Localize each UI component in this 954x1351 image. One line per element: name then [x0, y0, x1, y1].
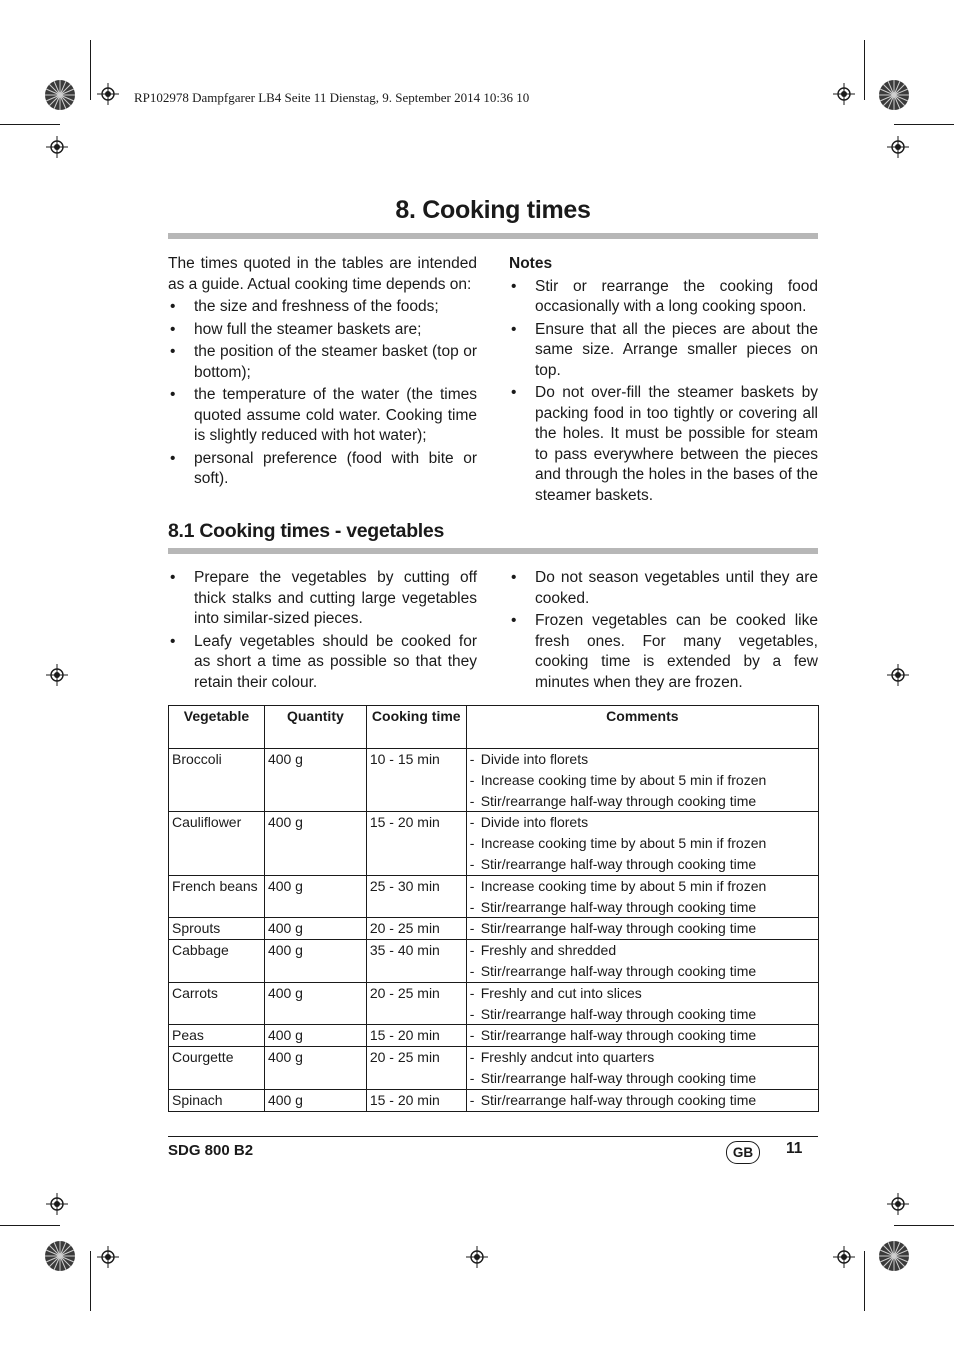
cell-vegetable: Carrots — [169, 982, 265, 1025]
comment-item: - Stir/rearrange half-way through cooking time — [469, 962, 757, 979]
cell-vegetable: French beans — [169, 875, 265, 918]
section-left-column — [168, 566, 477, 693]
intro-text: The times quoted in the tables are intended as a guide. Actual cooking time depends on: — [168, 255, 477, 293]
register-mark-icon — [833, 1246, 855, 1268]
cell-cooking-time: 10 - 15 min — [366, 749, 466, 812]
table-row — [169, 875, 819, 918]
cell-comments — [466, 940, 818, 983]
table-row — [169, 1089, 819, 1111]
cell-quantity: 400 g — [264, 749, 366, 812]
rosette-mark-icon — [878, 1240, 910, 1272]
cell-vegetable: Broccoli — [169, 749, 265, 812]
cell-vegetable: Cauliflower — [169, 812, 265, 875]
cell-vegetable: Courgette — [169, 1047, 265, 1090]
register-mark-icon — [46, 664, 68, 686]
table-row — [169, 1025, 819, 1047]
cell-comments — [466, 1089, 818, 1111]
table-body — [169, 749, 819, 1112]
list-item: • Ensure that all the pieces are about the same size. Arrange smaller pieces on top. — [511, 320, 818, 379]
comment-item: - Stir/rearrange half-way through cooking time — [469, 898, 757, 915]
list-item: • Do not season vegetables until they are cooked. — [511, 569, 818, 607]
intro-column — [168, 254, 477, 490]
list-item: • Leafy vegetables should be cooked for as short a time as possible so that they retain their colour. — [170, 632, 477, 691]
cell-quantity: 400 g — [264, 812, 366, 875]
register-mark-icon — [887, 1193, 909, 1215]
header-cooking-time: Cooking time — [366, 706, 466, 749]
page-title: 8. Cooking times — [395, 196, 591, 224]
cell-vegetable: Sprouts — [169, 918, 265, 940]
cell-vegetable: Spinach — [169, 1089, 265, 1111]
table-row — [169, 749, 819, 812]
comment-item: - Increase cooking time by about 5 min if frozen — [469, 835, 767, 852]
cell-quantity: 400 g — [264, 1025, 366, 1047]
cell-quantity: 400 g — [264, 918, 366, 940]
page-number: 11 — [786, 1140, 803, 1157]
register-mark-icon — [466, 1246, 488, 1268]
cell-cooking-time: 20 - 25 min — [366, 918, 466, 940]
comment-item: - Stir/rearrange half-way through cooking time — [469, 1069, 757, 1086]
table-row — [169, 918, 819, 940]
comment-item: - Stir/rearrange half-way through cooking time — [469, 1005, 757, 1022]
cell-comments — [466, 918, 818, 940]
print-info: RP102978 Dampfgarer LB4 Seite 11 Dienstag, 9. September 2014 10:36 10 — [134, 90, 530, 105]
comment-item: - Increase cooking time by about 5 min if frozen — [469, 771, 767, 788]
notes-list — [509, 277, 818, 507]
section-left-list — [168, 568, 477, 693]
register-mark-icon — [46, 1193, 68, 1215]
section-rule — [168, 548, 818, 554]
list-item: • Do not over-fill the steamer baskets by packing food in too tightly or covering all the holes. It must be possible for steam to pass everywhere between the pieces and through the holes in the bases of the steamer baskets. — [511, 384, 818, 504]
rosette-mark-icon — [878, 79, 910, 111]
cell-comments — [466, 982, 818, 1025]
section-heading: 8.1 Cooking times - vegetables — [168, 520, 445, 542]
comment-item: - Stir/rearrange half-way through cooking time — [469, 855, 757, 872]
rosette-mark-icon — [44, 1240, 76, 1272]
cell-cooking-time: 15 - 20 min — [366, 1025, 466, 1047]
register-mark-icon — [97, 1246, 119, 1268]
cell-cooking-time: 25 - 30 min — [366, 875, 466, 918]
cell-comments — [466, 749, 818, 812]
table-row — [169, 940, 819, 983]
cell-cooking-time: 20 - 25 min — [366, 982, 466, 1025]
cell-quantity: 400 g — [264, 1089, 366, 1111]
cell-comments — [466, 812, 818, 875]
section-right-list — [509, 568, 818, 693]
table-row — [169, 812, 819, 875]
cell-vegetable: Peas — [169, 1025, 265, 1047]
header-comments: Comments — [466, 706, 818, 749]
comment-item: - Divide into florets — [469, 751, 589, 767]
cell-quantity: 400 g — [264, 875, 366, 918]
cell-quantity: 400 g — [264, 982, 366, 1025]
cell-cooking-time: 15 - 20 min — [366, 1089, 466, 1111]
comment-item: - Increase cooking time by about 5 min if frozen — [469, 877, 767, 894]
list-item: • Prepare the vegetables by cutting off thick stalks and cutting large vegetables into similar-sized pieces. — [170, 569, 477, 627]
list-item: • Frozen vegetables can be cooked like fresh ones. For many vegetables, cooking time is extended by a few minutes when they are frozen. — [511, 612, 818, 691]
comment-item: - Freshly and shredded — [469, 942, 617, 959]
footer-rule — [168, 1136, 818, 1137]
list-item: • Stir or rearrange the cooking food occasionally with a long cooking spoon. — [511, 277, 818, 315]
header-quantity: Quantity — [264, 706, 366, 749]
list-item: • the size and freshness of the foods; — [170, 298, 439, 315]
cell-quantity: 400 g — [264, 1047, 366, 1090]
table-row — [169, 1047, 819, 1090]
table-header-row — [169, 706, 819, 749]
cell-quantity: 400 g — [264, 940, 366, 983]
comment-item: - Freshly andcut into quarters — [469, 1049, 655, 1066]
register-mark-icon — [833, 83, 855, 105]
list-item: • personal preference (food with bite or soft). — [170, 449, 477, 487]
language-badge: GB — [726, 1141, 760, 1164]
cell-comments — [466, 1047, 818, 1090]
header-vegetable: Vegetable — [169, 706, 265, 749]
model-number: SDG 800 B2 — [168, 1142, 254, 1159]
notes-column — [509, 254, 818, 506]
comment-item: - Divide into florets — [469, 814, 589, 831]
register-mark-icon — [887, 664, 909, 686]
cell-cooking-time: 35 - 40 min — [366, 940, 466, 983]
section-right-column — [509, 566, 818, 693]
rosette-mark-icon — [44, 79, 76, 111]
notes-title: Notes — [509, 255, 553, 272]
cell-cooking-time: 20 - 25 min — [366, 1047, 466, 1090]
table-row — [169, 982, 819, 1025]
comment-item: - Stir/rearrange half-way through cooking time — [469, 1027, 757, 1044]
register-mark-icon — [46, 136, 68, 158]
register-mark-icon — [97, 83, 119, 105]
comment-item: - Freshly and cut into slices — [469, 984, 642, 1001]
list-item: • the position of the steamer basket (top or bottom); — [170, 343, 477, 381]
list-item: • how full the steamer baskets are; — [170, 320, 422, 338]
comment-item: - Stir/rearrange half-way through cooking time — [469, 792, 757, 809]
cell-cooking-time: 15 - 20 min — [366, 812, 466, 875]
cell-vegetable: Cabbage — [169, 940, 265, 983]
cell-comments — [466, 1025, 818, 1047]
cooking-times-table — [168, 705, 819, 1112]
title-rule — [168, 233, 818, 239]
intro-list — [168, 297, 477, 490]
list-item: • the temperature of the water (the times quoted assume cold water. Cooking time is slightly reduced with hot water); — [170, 386, 477, 444]
comment-item: - Stir/rearrange half-way through cooking time — [469, 1091, 757, 1108]
cell-comments — [466, 875, 818, 918]
register-mark-icon — [887, 136, 909, 158]
comment-item: - Stir/rearrange half-way through cooking time — [469, 920, 757, 937]
